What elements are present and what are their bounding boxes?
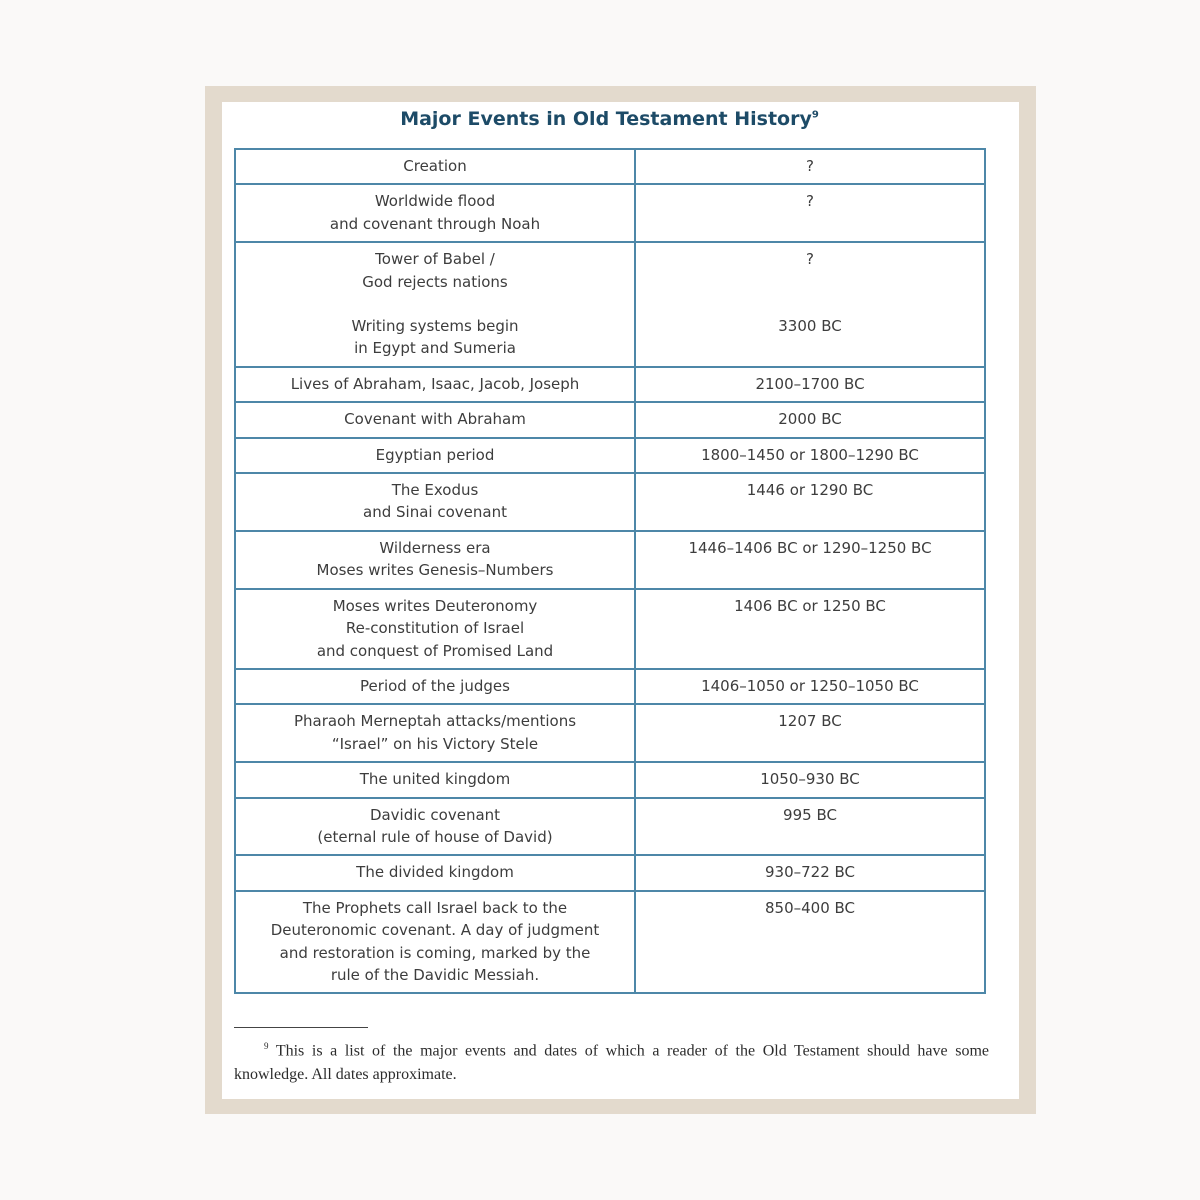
date-text-line: ? [806, 250, 814, 269]
event-cell [235, 184, 635, 242]
event-text-line: Deuteronomic covenant. A day of judgment [270, 921, 600, 940]
table-row [235, 184, 985, 242]
date-text-line: 1406 BC or 1250 BC [734, 596, 886, 615]
event-cell [235, 531, 635, 589]
date-cell [635, 589, 985, 669]
events-table-body [235, 149, 985, 993]
date-cell [635, 242, 985, 367]
event-cell [235, 402, 635, 437]
table-row [235, 149, 985, 184]
title-footnote-mark: 9 [811, 109, 819, 121]
date-text-line: 1446–1406 BC or 1290–1250 BC [688, 538, 932, 557]
date-cell [635, 438, 985, 473]
line-spacer [642, 271, 978, 293]
event-text-line: Lives of Abraham, Isaac, Jacob, Joseph [290, 374, 580, 393]
date-text-line: ? [806, 192, 814, 211]
event-cell [235, 367, 635, 402]
event-cell [235, 762, 635, 797]
event-text-line: Pharaoh Merneptah attacks/mentions [293, 712, 577, 731]
date-cell [635, 798, 985, 856]
event-text-line: Creation [403, 157, 467, 175]
table-row [235, 473, 985, 531]
event-text-line: (eternal rule of house of David) [317, 827, 553, 846]
event-text-line: Davidic covenant [369, 805, 501, 824]
footnote-rule [234, 1027, 368, 1028]
event-text-line: and restoration is coming, marked by the [279, 943, 591, 962]
date-cell [635, 402, 985, 437]
date-text-line: 930–722 BC [764, 863, 856, 882]
line-spacer [242, 293, 628, 315]
date-text-line: ? [806, 157, 814, 175]
table-title-text: Major Events in Old Testament History [400, 108, 812, 130]
event-text-line: Worldwide flood [374, 192, 496, 211]
event-text-line: and covenant through Noah [329, 214, 541, 233]
event-cell [235, 798, 635, 856]
table-row [235, 242, 985, 367]
event-cell [235, 704, 635, 762]
table-row [235, 589, 985, 669]
table-title [222, 108, 997, 130]
date-cell [635, 473, 985, 531]
event-cell [235, 669, 635, 704]
event-cell [235, 438, 635, 473]
date-cell [635, 762, 985, 797]
event-text-line: Tower of Babel / [375, 250, 495, 269]
date-text-line: 1050–930 BC [760, 770, 860, 789]
event-text-line: Covenant with Abraham [344, 410, 526, 429]
date-cell [635, 531, 985, 589]
table-row [235, 367, 985, 402]
event-text-line: The divided kingdom [356, 863, 514, 882]
table-row [235, 402, 985, 437]
date-text-line: 1406–1050 or 1250–1050 BC [701, 676, 919, 695]
date-text-line: 2000 BC [778, 410, 842, 429]
events-table [234, 148, 986, 994]
date-cell [635, 184, 985, 242]
table-row [235, 704, 985, 762]
date-text-line: 850–400 BC [764, 898, 856, 917]
event-text-line: rule of the Davidic Messiah. [330, 965, 540, 984]
table-row [235, 855, 985, 890]
date-text-line: 995 BC [783, 805, 837, 824]
event-text-line: Period of the judges [360, 676, 510, 695]
event-text-line: The united kingdom [359, 770, 511, 789]
event-text-line: “Israel” on his Victory Stele [331, 734, 539, 753]
event-cell [235, 891, 635, 994]
event-text-line: Egyptian period [375, 445, 495, 464]
event-text-line: The Prophets call Israel back to the [302, 898, 568, 917]
event-text-line: Writing systems begin [351, 317, 519, 336]
event-text-line: God rejects nations [362, 272, 508, 291]
table-row [235, 798, 985, 856]
event-cell [235, 855, 635, 890]
event-cell [235, 473, 635, 531]
date-text-line: 1207 BC [778, 712, 842, 731]
date-cell [635, 855, 985, 890]
table-row [235, 891, 985, 994]
date-cell [635, 669, 985, 704]
event-cell [235, 242, 635, 367]
table-row [235, 669, 985, 704]
footnote [234, 1034, 989, 1087]
date-text-line: 1446 or 1290 BC [746, 481, 874, 500]
date-cell [635, 367, 985, 402]
event-text-line: Moses writes Genesis–Numbers [316, 561, 554, 580]
date-cell [635, 149, 985, 184]
date-text-line: 3300 BC [778, 316, 842, 335]
date-text-line: 2100–1700 BC [755, 374, 865, 393]
event-text-line: and Sinai covenant [363, 503, 507, 522]
date-cell [635, 891, 985, 994]
event-text-line: and conquest of Promised Land [316, 641, 554, 660]
event-cell [235, 589, 635, 669]
event-cell [235, 149, 635, 184]
event-text-line: Wilderness era [379, 538, 491, 557]
footnote-text: This is a list of the major events and dates of which a reader of the Old Testament should have some knowledge. All dates approximate. [234, 1042, 990, 1084]
date-cell [635, 704, 985, 762]
event-text-line: The Exodus [391, 481, 479, 500]
table-row [235, 531, 985, 589]
table-row [235, 438, 985, 473]
date-text-line: 1800–1450 or 1800–1290 BC [701, 445, 919, 464]
footnote-mark: 9 [264, 1041, 269, 1051]
event-text-line: Re-constitution of Israel [345, 619, 525, 638]
event-text-line: in Egypt and Sumeria [354, 339, 516, 358]
table-row [235, 762, 985, 797]
event-text-line: Moses writes Deuteronomy [332, 596, 538, 615]
line-spacer [642, 293, 978, 315]
